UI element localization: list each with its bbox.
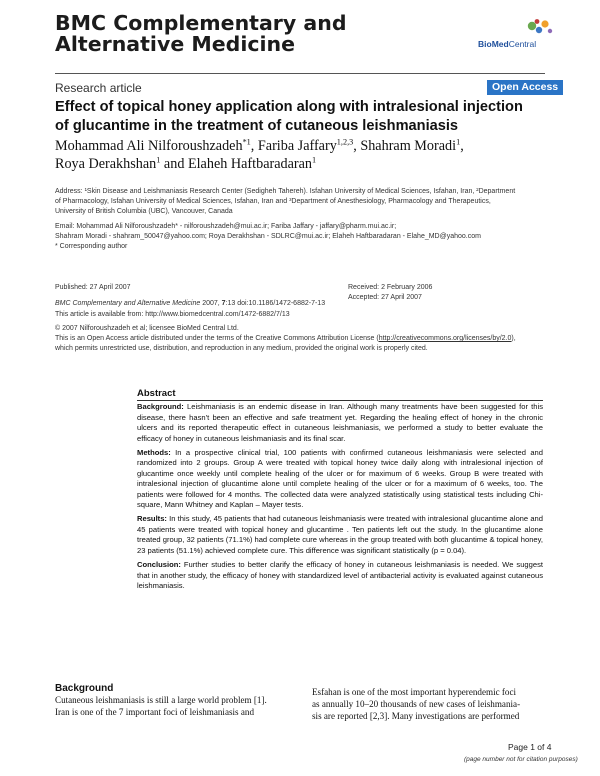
author-name: Roya Derakhshan [55, 156, 157, 172]
journal-title [55, 13, 385, 55]
corresponding-author-note: * Corresponding author [55, 243, 128, 250]
abstract-section [137, 389, 543, 595]
body-column-right [312, 686, 550, 722]
author-emails [55, 222, 481, 242]
author-name: , Shahram Moradi [353, 138, 457, 154]
email-line: Shahram Moradi - shahram_50047@yahoo.com; Roya Derakhshan - SDLRC@mui.ac.ir; Elaheh Haftbaradaran - Elahe_MD@yahoo.com [55, 233, 481, 240]
abstract-background [137, 402, 543, 444]
license-text-end: ), [511, 335, 516, 342]
author-affiliation: 1 [156, 155, 161, 165]
abstract-label: Methods: [137, 448, 171, 458]
biomed-central-logo [478, 18, 558, 52]
logo-biomed-text: BioMed [478, 39, 509, 49]
article-type: Research article [55, 81, 142, 95]
citation-journal: BMC Complementary and Alternative Medicine [55, 300, 201, 307]
author-name: Mohammad Ali Nilforoushzadeh [55, 138, 243, 154]
address-line: Address: ¹Skin Disease and Leishmaniasis Research Center (Sedigheh Tahereh). Isfahan University of Medical Sciences, Isfahan, Iran, ²Department [55, 188, 516, 195]
author-list [55, 137, 565, 173]
logo-central-text: Central [508, 39, 537, 49]
body-line: Iran is one of the 7 important foci of leishmaniasis and [55, 707, 255, 717]
abstract-results [137, 514, 543, 556]
body-column-left [55, 694, 298, 718]
abstract-methods [137, 448, 543, 510]
journal-title-line1: BMC Complementary and [55, 11, 347, 35]
accepted-date: Accepted: 27 April 2007 [348, 294, 422, 301]
license-text [55, 334, 516, 354]
biomed-logo-icon [478, 18, 558, 40]
author-name: and Elaheh Haftbaradaran [160, 156, 313, 172]
license-link[interactable]: http://creativecommons.org/licenses/by/2.0 [378, 335, 512, 342]
author-affiliation: 1 [312, 155, 317, 165]
address-line: University of British Columbia (UBC), Vancouver, Canada [55, 208, 233, 215]
abstract-heading: Abstract [137, 388, 176, 399]
abstract-conclusion [137, 560, 543, 591]
received-date: Received: 2 February 2006 [348, 284, 433, 291]
body-line: Esfahan is one of the most important hyperendemic foci [312, 687, 517, 697]
author-affiliation: 1 [456, 137, 461, 147]
author-affiliation: 1,2,3 [336, 137, 354, 147]
copyright-notice: © 2007 Nilforoushzadeh et al; licensee BioMed Central Ltd. [55, 325, 239, 332]
email-line: Email: Mohammad Ali Nilforoushzadeh* - nilforoushzadeh@mui.ac.ir; Fariba Jaffary - jaffary@pharm.mui.ac.ir; [55, 223, 397, 230]
body-line: Cutaneous leishmaniasis is still a large world problem [1]. [55, 695, 267, 705]
abstract-label: Conclusion: [137, 560, 181, 570]
author-address [55, 187, 515, 217]
article-title-line1: Effect of topical honey application along with intralesional injection [55, 99, 523, 115]
abstract-label: Background: [137, 402, 184, 412]
citation-doi: :13 doi:10.1186/1472-6882-7-13 [225, 300, 326, 307]
author-separator: , [460, 138, 464, 154]
abstract-text: Further studies to better clarify the efficacy of honey in cutaneous leishmaniasis is needed. We suggest that in another study, the efficacy of honey with standardized level of antibacterial activity is evaluated against cutaneous leishmaniasis. [137, 560, 543, 590]
license-text-line2: which permits unrestricted use, distribution, and reproduction in any medium, provided the original work is properly cited. [55, 345, 428, 352]
article-title [55, 98, 555, 136]
published-date: Published: 27 April 2007 [55, 284, 131, 291]
author-affiliation: *1 [242, 137, 251, 147]
page-number: Page 1 of 4 [508, 742, 552, 752]
journal-title-line2: Alternative Medicine [55, 32, 296, 56]
body-line: sis are reported [2,3]. Many investigations are performed [312, 711, 520, 721]
background-heading: Background [55, 683, 114, 694]
citation-volume: 7 [221, 300, 226, 307]
abstract-text: In a prospective clinical trial, 100 patients with confirmed cutaneous leishmaniasis were selected and randomized into 2 groups. Group A were treated with topical honey twice daily along with intralesional injection of glucantime once weekly until complete healing of the ulcer or for maximum of 6 weeks. Group B were treated with intralesional injection of glucantime alone until complete healing of the ulcer or for a maximum of 6 weeks, too. The patients were followed for 4 months. The collected data were analyzed statistically using statistical tests including Chi-square, Mann Whitney and Kaplan – Mayer tests. [137, 448, 543, 510]
author-name: , Fariba Jaffary [250, 138, 337, 154]
abstract-rule [137, 400, 543, 401]
open-access-badge: Open Access [487, 80, 563, 95]
license-text-start: This is an Open Access article distributed under the terms of the Creative Commons Attribution License ( [55, 335, 379, 342]
citation-line [55, 299, 325, 309]
abstract-text: In this study, 45 patients that had cutaneous leishmaniasis were treated with intralesional glucantime alone and 45 patients were treated with topical honey and glucantime . Ten patients left out the study. In the glucantime alone treated group, 32 patients (71.1%) had complete cure whereas in the group treated with both glucantime & topical honey, 23 patients (51.1%) achieved complete cure. This difference was significant statistically (p = 0.04). [137, 514, 543, 555]
citation-year: 2007, [200, 300, 222, 307]
page-number-note: (page number not for citation purposes) [464, 756, 578, 763]
abstract-text: Leishmaniasis is an endemic disease in Iran. Although many treatments have been suggested for this disease, there hasn't been an effective and safe treatment yet. Regarding the healing effect of honey in the chronic ulcers and its reported therapeutic effect in cutaneous leishmaniasis, we performed a study to better evaluate the efficacy of honey in cutaneous leishmaniasis and its final scar. [137, 402, 543, 443]
header-rule [55, 73, 545, 74]
article-title-line2: of glucantime in the treatment of cutaneous leishmaniasis [55, 118, 459, 134]
article-url[interactable]: This article is available from: http://www.biomedcentral.com/1472-6882/7/13 [55, 311, 290, 318]
abstract-label: Results: [137, 514, 167, 524]
address-line: of Pharmacology, Isfahan University of Medical Sciences, Isfahan, Iran and ³Department of Anesthesiology, Pharmacology and Therapeutics, [55, 198, 491, 205]
body-line: as annually 10–20 thousands of new cases of leishmania- [312, 699, 521, 709]
